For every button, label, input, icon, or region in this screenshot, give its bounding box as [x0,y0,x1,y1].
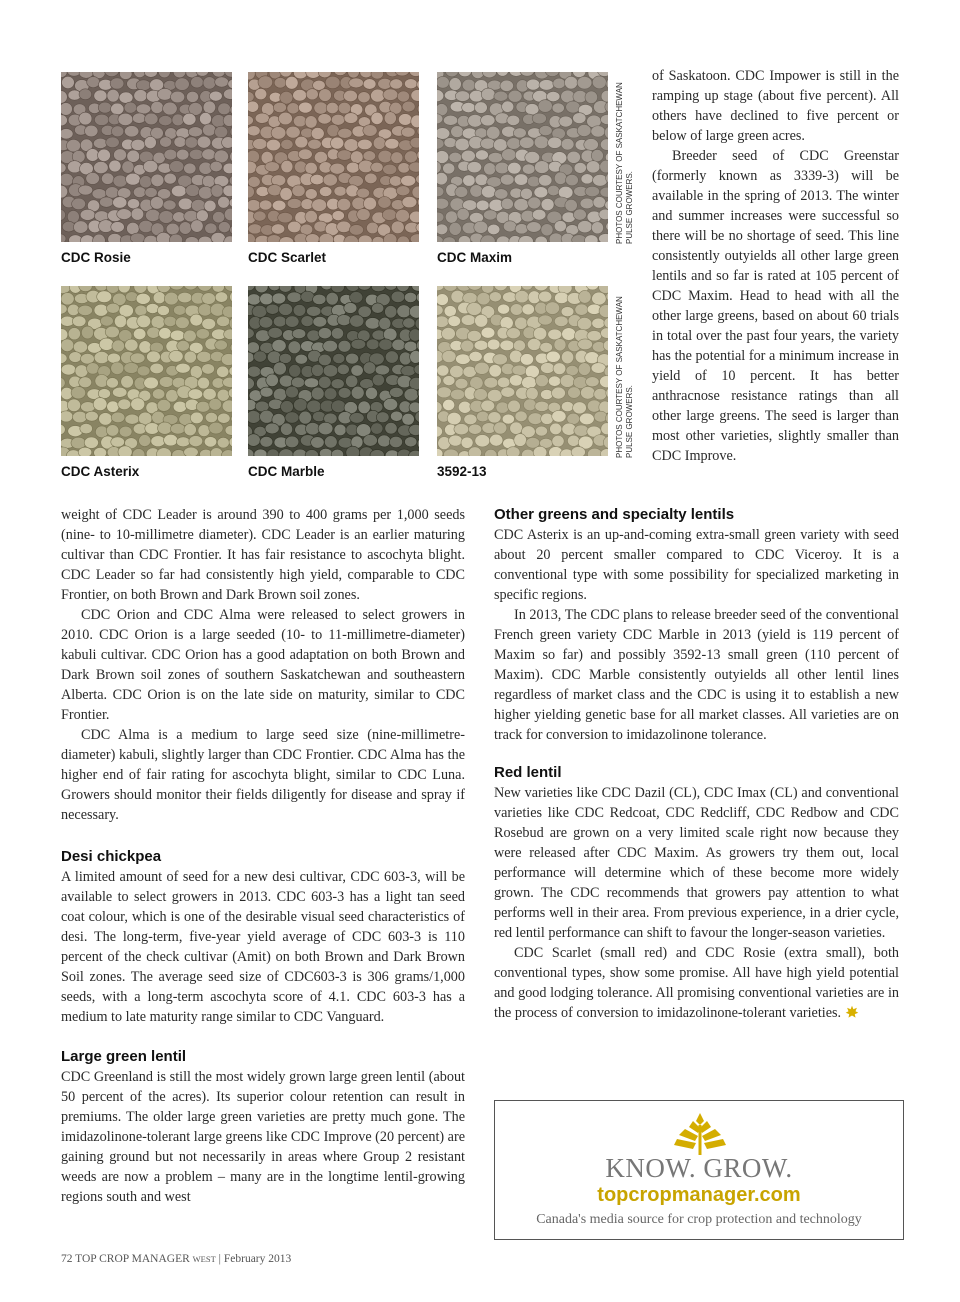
caption-cdc-maxim: CDC Maxim [437,250,513,265]
right-column [494,505,899,1023]
photo-credit-line1: PHOTOS COURTESY OF SASKATCHEWAN [615,82,624,244]
paragraph: CDC Alma is a medium to large seed size (nine-millimetre-diameter) kabuli, slightly larger than CDC Frontier. CDC Alma has the higher end of fair rating for ascochyta blight, similar to CDC Luna. Growers should monitor their fields diligently for disease and spray if necessary. [61,727,465,823]
page-footer [61,1253,291,1265]
photo-credit-line2: PULSE GROWERS. [625,171,634,244]
photo-credit-line1: PHOTOS COURTESY OF SASKATCHEWAN [615,296,624,458]
paragraph: New varieties like CDC Dazil (CL), CDC Imax (CL) and conventional varieties like CDC Redcoat, CDC Redcliff, CDC Redbow and CDC Rosebud are grown on a very limited scale right now because they were released after CDC Maxim. As growers try them out, local performance will determine which of these become more widely grown. The CDC recommends that growers pay attention to what performs well in their area. From previous experience, in a drier cycle, red lentil performance can shift to favour the longer-season varieties. [494,785,899,941]
photo-credit-top [615,82,635,244]
ad-tagline: KNOW. GROW. [605,1153,793,1183]
caption-cdc-marble: CDC Marble [248,464,325,479]
paragraph: CDC Orion and CDC Alma were released to select growers in 2010. CDC Orion is a large seeded (10- to 11-millimetre-diameter) kabuli cultivar. CDC Orion has a good adaptation on both Brown and Dark Brown soil zones of southern Saskatchewan and southeastern Alberta. CDC Orion is on the late side on maturity, similar to CDC Frontier. [61,607,465,723]
paragraph-text: CDC Scarlet (small red) and CDC Rosie (extra small), both conventional types, show some promise. All have high yield potential and good lodging tolerance. All promising conventional varieties are in the process of conversion to imidazolinone-tolerant varieties. [494,945,899,1021]
paragraph: of Saskatoon. CDC Impower is still in the ramping up stage (about five percent). All others have declined to five percent or below of large green acres. [652,68,899,144]
paragraph: In 2013, The CDC plans to release breeder seed of the conventional French green variety CDC Marble in 2013 (yield is 119 percent of Maxim so far) and possibly 3592-13 small green (110 percent of Maxim). CDC Marble consistently outyields all other lentil lines regardless of market class and the CDC is using it to establish a new higher yielding genetic base for all market classes. All varieties are on track for conversion to imidazolinone tolerance. [494,607,899,743]
lentil-texture [437,286,608,456]
paragraph: CDC Greenland is still the most widely grown large green lentil (about 50 percent of the acres). Its superior colour retention can result in premiums. The older large green varieties are pretty much gone. The imidazolinone-tolerant large greens like CDC Improve (20 percent) are gaining ground but not necessarily in areas where Group 2 resistant weeds are now a problem – many are in the longtime lentil-growing regions south and west [61,1069,465,1205]
ad-box[interactable] [494,1100,904,1240]
footer-separator: | [218,1253,221,1265]
photo-cdc-scarlet [248,72,419,242]
paragraph: weight of CDC Leader is around 390 to 400 grams per 1,000 seeds (nine- to 10-millimetre diameter). CDC Leader is an earlier maturing cultivar than CDC Frontier. It has fair resistance to ascochyta blight. CDC Leader so far had consistently high yield, comparable to CDC Frontier, on both Brown and Dark Brown soil zones. [61,507,465,603]
caption-cdc-asterix: CDC Asterix [61,464,140,479]
photo-cdc-marble [248,286,419,456]
paragraph: Breeder seed of CDC Greenstar (formerly known as 3339-3) will be available in the spring of 2013. The winter and summer increases were successful so there will be no shortage of seed. This line consistently outyields all other large green lentils and so far is rated at 105 percent of CDC Maxim. Head to head with all the other large greens, based on about 60 trials in total over the past four years, the variety has the potential for a minimum increase in yield of 10 percent. It has better anthracnose resistance ratings than all other large greens. The seed is larger than most other varieties, slightly smaller than CDC Improve. [652,148,899,464]
top-right-column [652,66,899,466]
left-column [61,505,465,1207]
paragraph-last [494,943,899,1023]
caption-3592-13: 3592-13 [437,464,487,479]
photo-3592-13 [437,286,608,456]
wheat-logo-icon [673,1111,727,1157]
heading-large-green-lentil: Large green lentil [61,1048,187,1065]
page-number: 72 [61,1253,73,1265]
photo-cdc-rosie [61,72,232,242]
heading-other-greens: Other greens and specialty lentils [494,506,735,523]
photo-cdc-maxim [437,72,608,242]
issue-date: February 2013 [223,1253,292,1265]
heading-red-lentil: Red lentil [494,764,562,781]
end-leaf-icon [845,1005,859,1019]
lentil-texture [437,72,608,242]
caption-cdc-scarlet: CDC Scarlet [248,250,327,265]
photo-cdc-asterix [61,286,232,456]
photo-credit-line2: PULSE GROWERS. [625,385,634,458]
heading-desi-chickpea: Desi chickpea [61,848,162,865]
lentil-texture [61,72,232,242]
magazine-name: TOP CROP MANAGER [75,1253,190,1265]
ad-url-link[interactable]: topcropmanager.com [597,1184,801,1206]
magazine-edition: WEST [192,1254,216,1264]
caption-cdc-rosie: CDC Rosie [61,250,131,265]
lentil-texture [248,72,419,242]
photo-credit-bottom [615,296,635,458]
lentil-texture [248,286,419,456]
lentil-texture [61,286,232,456]
paragraph: CDC Asterix is an up-and-coming extra-small green variety with seed about 20 percent smaller compared to CDC Viceroy. It is a conventional type with some possibility for specialized marketing in specific regions. [494,527,899,603]
paragraph: A limited amount of seed for a new desi cultivar, CDC 603-3, will be available to select growers in 2013. CDC 603-3 has a light tan seed coat colour, which is one of the desirable visual seed characteristics of desi. The long-term, five-year yield average of CDC 603-3 is 110 percent of the check cultivar (Amit) on both Brown and Dark Brown Soil zones. The average seed size of CDC603-3 is 306 grams/1,000 seeds, with a long-term ascochyta score of 4.1. CDC 603-3 has a medium to late maturity range similar to CDC Vanguard. [61,869,465,1025]
ad-subtitle: Canada's media source for crop protection and technology [536,1212,862,1227]
